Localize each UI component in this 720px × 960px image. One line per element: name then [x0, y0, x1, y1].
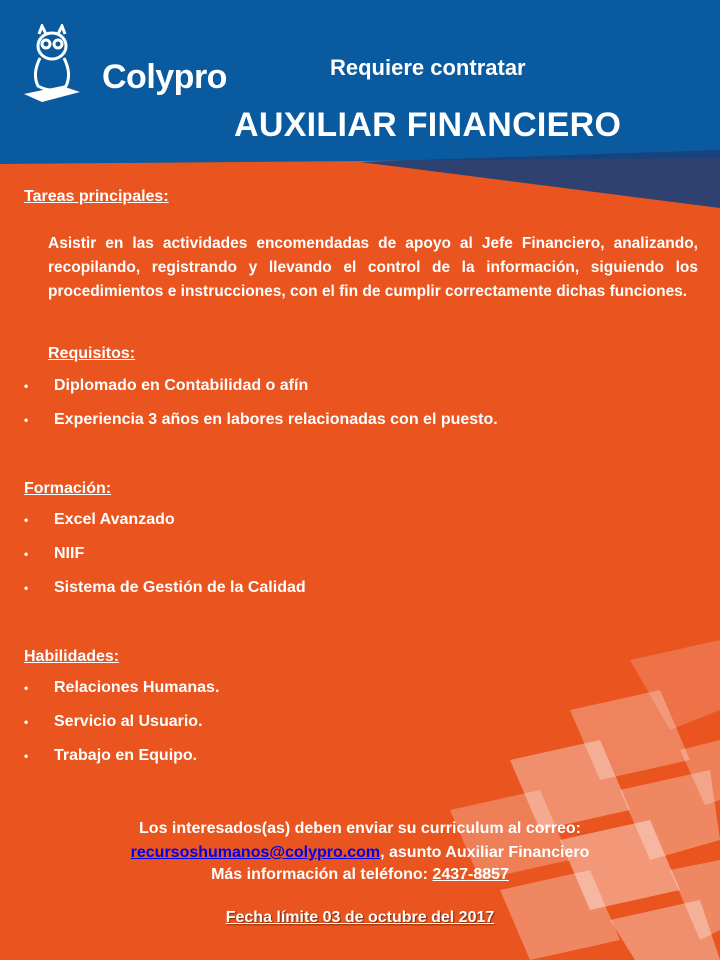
section-heading-habilidades: Habilidades: — [24, 648, 120, 665]
bullet-icon: • — [24, 748, 29, 763]
colypro-logo — [22, 24, 232, 108]
phone-label: Más información al teléfono: — [211, 866, 433, 883]
tareas-description: Asistir en las actividades encomendadas de apoyo al Jefe Financiero, analizando, recopilando, registrando y llevando el control de la información, siguiendo los procedimientos e instrucciones, con el fin de cumplir correctamente dichas funciones. — [48, 235, 698, 300]
list-item: • NIIF — [24, 545, 85, 562]
section-heading-formacion: Formación: — [24, 480, 112, 497]
phone-number: 2437-8857 — [432, 866, 509, 883]
section-heading-tareas: Tareas principales: — [24, 188, 169, 205]
list-item: • Relaciones Humanas. — [24, 679, 220, 696]
owl-icon — [22, 24, 82, 104]
brand-name: Colypro — [102, 58, 227, 96]
bullet-icon: • — [24, 412, 29, 427]
bullet-icon: • — [24, 378, 29, 393]
contact-phone-line — [0, 866, 720, 884]
list-item: • Diplomado en Contabilidad o afín — [24, 377, 309, 394]
list-item: • Trabajo en Equipo. — [24, 747, 198, 764]
list-item: • Servicio al Usuario. — [24, 713, 203, 730]
email-link[interactable]: recursoshumanos@colypro.com — [130, 844, 381, 861]
subtitle: Requiere contratar — [330, 55, 526, 80]
deadline-text: Fecha límite 03 de octubre del 2017 — [225, 909, 495, 926]
bullet-icon: • — [24, 680, 29, 695]
page-title: AUXILIAR FINANCIERO — [234, 106, 622, 144]
bullet-icon: • — [24, 714, 29, 729]
bullet-icon: • — [24, 546, 29, 561]
section-heading-requisitos: Requisitos: — [48, 345, 136, 362]
contact-instructions: Los interesados(as) deben enviar su curriculum al correo: — [139, 820, 581, 837]
email-subject: , asunto Auxiliar Financiero — [380, 844, 590, 861]
bullet-icon: • — [24, 580, 29, 595]
bullet-icon: • — [24, 512, 29, 527]
list-item: • Excel Avanzado — [24, 511, 175, 528]
deadline — [0, 909, 720, 927]
list-item: • Sistema de Gestión de la Calidad — [24, 579, 306, 596]
contact-email-line — [0, 844, 720, 862]
list-item: • Experiencia 3 años en labores relacionadas con el puesto. — [24, 411, 498, 428]
